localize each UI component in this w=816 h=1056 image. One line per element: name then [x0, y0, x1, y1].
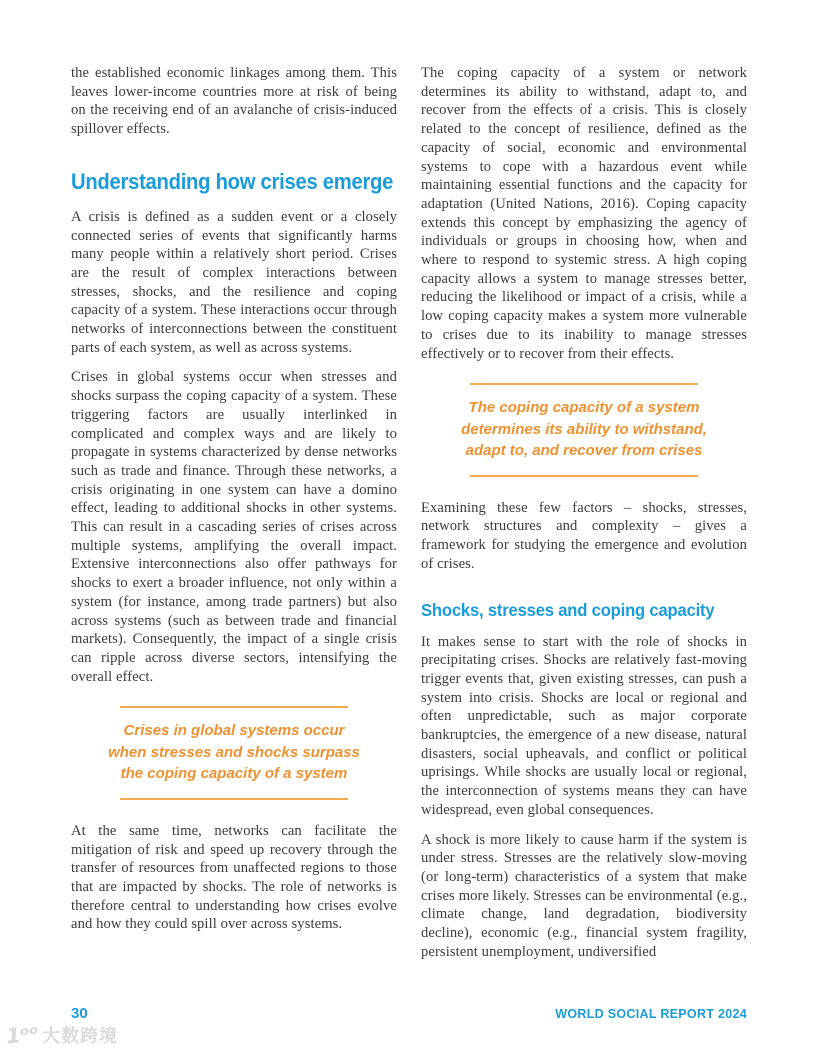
paragraph-crises-global-systems: Crises in global systems occur when stresses and shocks surpass the coping capacity of a system. These triggering factors are usually interlinked in complicated and complex ways and are likely to propagate in systems characterized by dense networks such as trade and finance. Through these networks, a crisis originating in one system can have a domino effect, leading to additional shocks in other systems. This can result in a cascading series of crises across multiple systems, amplifying the overall impact. Extensive interconnections also offer pathways for shocks to exert a broader influence, not only within a system (for instance, among trade partners) but also across systems (such as between trade and financial markets). Consequently, the impact of a single crisis can ripple across diverse sectors, intensifying the overall effect.: [71, 369, 397, 685]
watermark-text: 大数跨境: [42, 1026, 119, 1047]
page-footer: [71, 1005, 747, 1022]
quote-line: The coping capacity of a system: [468, 399, 700, 417]
paragraph-coping-capacity: The coping capacity of a system or network determines its ability to withstand, adapt to, and recover from the effects of a crisis. This is closely related to the concept of resilience, defined as the capacity of social, economic and environmental systems to cope with a hazardous event while maintaining essential functions and the capacity for adaptation (United Nations, 2016). Coping capacity extends this concept by emphasizing the agency of individuals or groups in choosing how, when and where to respond to systemic stress. A high coping capacity allows a system to manage stresses better, reducing the likelihood or impact of a crisis, while a low coping capacity makes a system more vulnerable to crises due to its inability to manage stresses effectively or to recover from their effects.: [421, 65, 747, 362]
watermark: [6, 1022, 118, 1048]
quote-rule-bottom: [470, 475, 698, 477]
two-column-layout: [71, 64, 747, 973]
quote-line: the coping capacity of a system: [120, 765, 348, 783]
paragraph-crisis-definition: A crisis is defined as a sudden event or a closely connected series of events that significantly harms many people within a relatively short period. Crises are the result of complex interactions between stresses, shocks, and the resilience and coping capacity of a system. These interactions occur through networks of interconnections between the constituent parts of each system, as well as across systems.: [71, 208, 397, 356]
quote-line: Crises in global systems occur: [123, 722, 345, 740]
quote-line: when stresses and shocks surpass: [108, 743, 360, 761]
pull-quote-crises-global: [108, 706, 360, 800]
subsection-heading-shocks-stresses: Shocks, stresses and coping capacity: [421, 599, 715, 620]
pull-quote-coping-capacity: [458, 383, 710, 477]
paragraph-spillover-effects: the established economic linkages among them. This leaves lower-income countries more at risk of being on the receiving end of an avalanche of crisis-induced spillover effects.: [71, 65, 397, 138]
paragraph-networks-mitigation: At the same time, networks can facilitate the mitigation of risk and speed up recovery through the transfer of resources from unaffected regions to those that are impacted by shocks. The role of networks is therefore central to understanding how crises evolve and how they could spill over across systems.: [71, 822, 397, 933]
quote-line: adapt to, and recover from crises: [465, 442, 703, 460]
paragraph-shocks-role: It makes sense to start with the role of shocks in precipitating crises. Shocks are relatively fast-moving trigger events that, given existing stresses, can push a system into crisis. Shocks are local or regional and often unpredictable, such as major corporate bankruptcies, the emergence of a new disease, natural disasters, social upheavals, and conflict or political uprisings. While shocks are usually local or regional, the interconnection of systems means they can have widespread, even global consequences.: [421, 633, 747, 818]
page-number: 30: [71, 1005, 88, 1022]
pull-quote-text: [458, 385, 710, 475]
section-heading-understanding-crises: Understanding how crises emerge: [71, 168, 394, 194]
watermark-logo-icon: 1ᵒᵒ: [4, 1021, 40, 1049]
report-title: WORLD SOCIAL REPORT 2024: [555, 1007, 747, 1021]
paragraph-stresses: A shock is more likely to cause harm if the system is under stress. Stresses are the relatively slow-moving (or long-term) characteristics of a system that make crises more likely. Stresses can be environmental (e.g., climate change, land degradation, biodiversity decline), economic (e.g., financial system fragility, persistent unemployment, undiversified: [421, 831, 747, 960]
pull-quote-text: [108, 708, 360, 798]
paragraph-examining-factors: Examining these few factors – shocks, stresses, network structures and complexity – gives a framework for studying the emergence and evolution of crises.: [421, 499, 747, 572]
quote-rule-bottom: [120, 798, 348, 800]
left-column: [71, 64, 397, 973]
right-column: [421, 64, 747, 973]
quote-line: determines its ability to withstand,: [461, 420, 707, 438]
